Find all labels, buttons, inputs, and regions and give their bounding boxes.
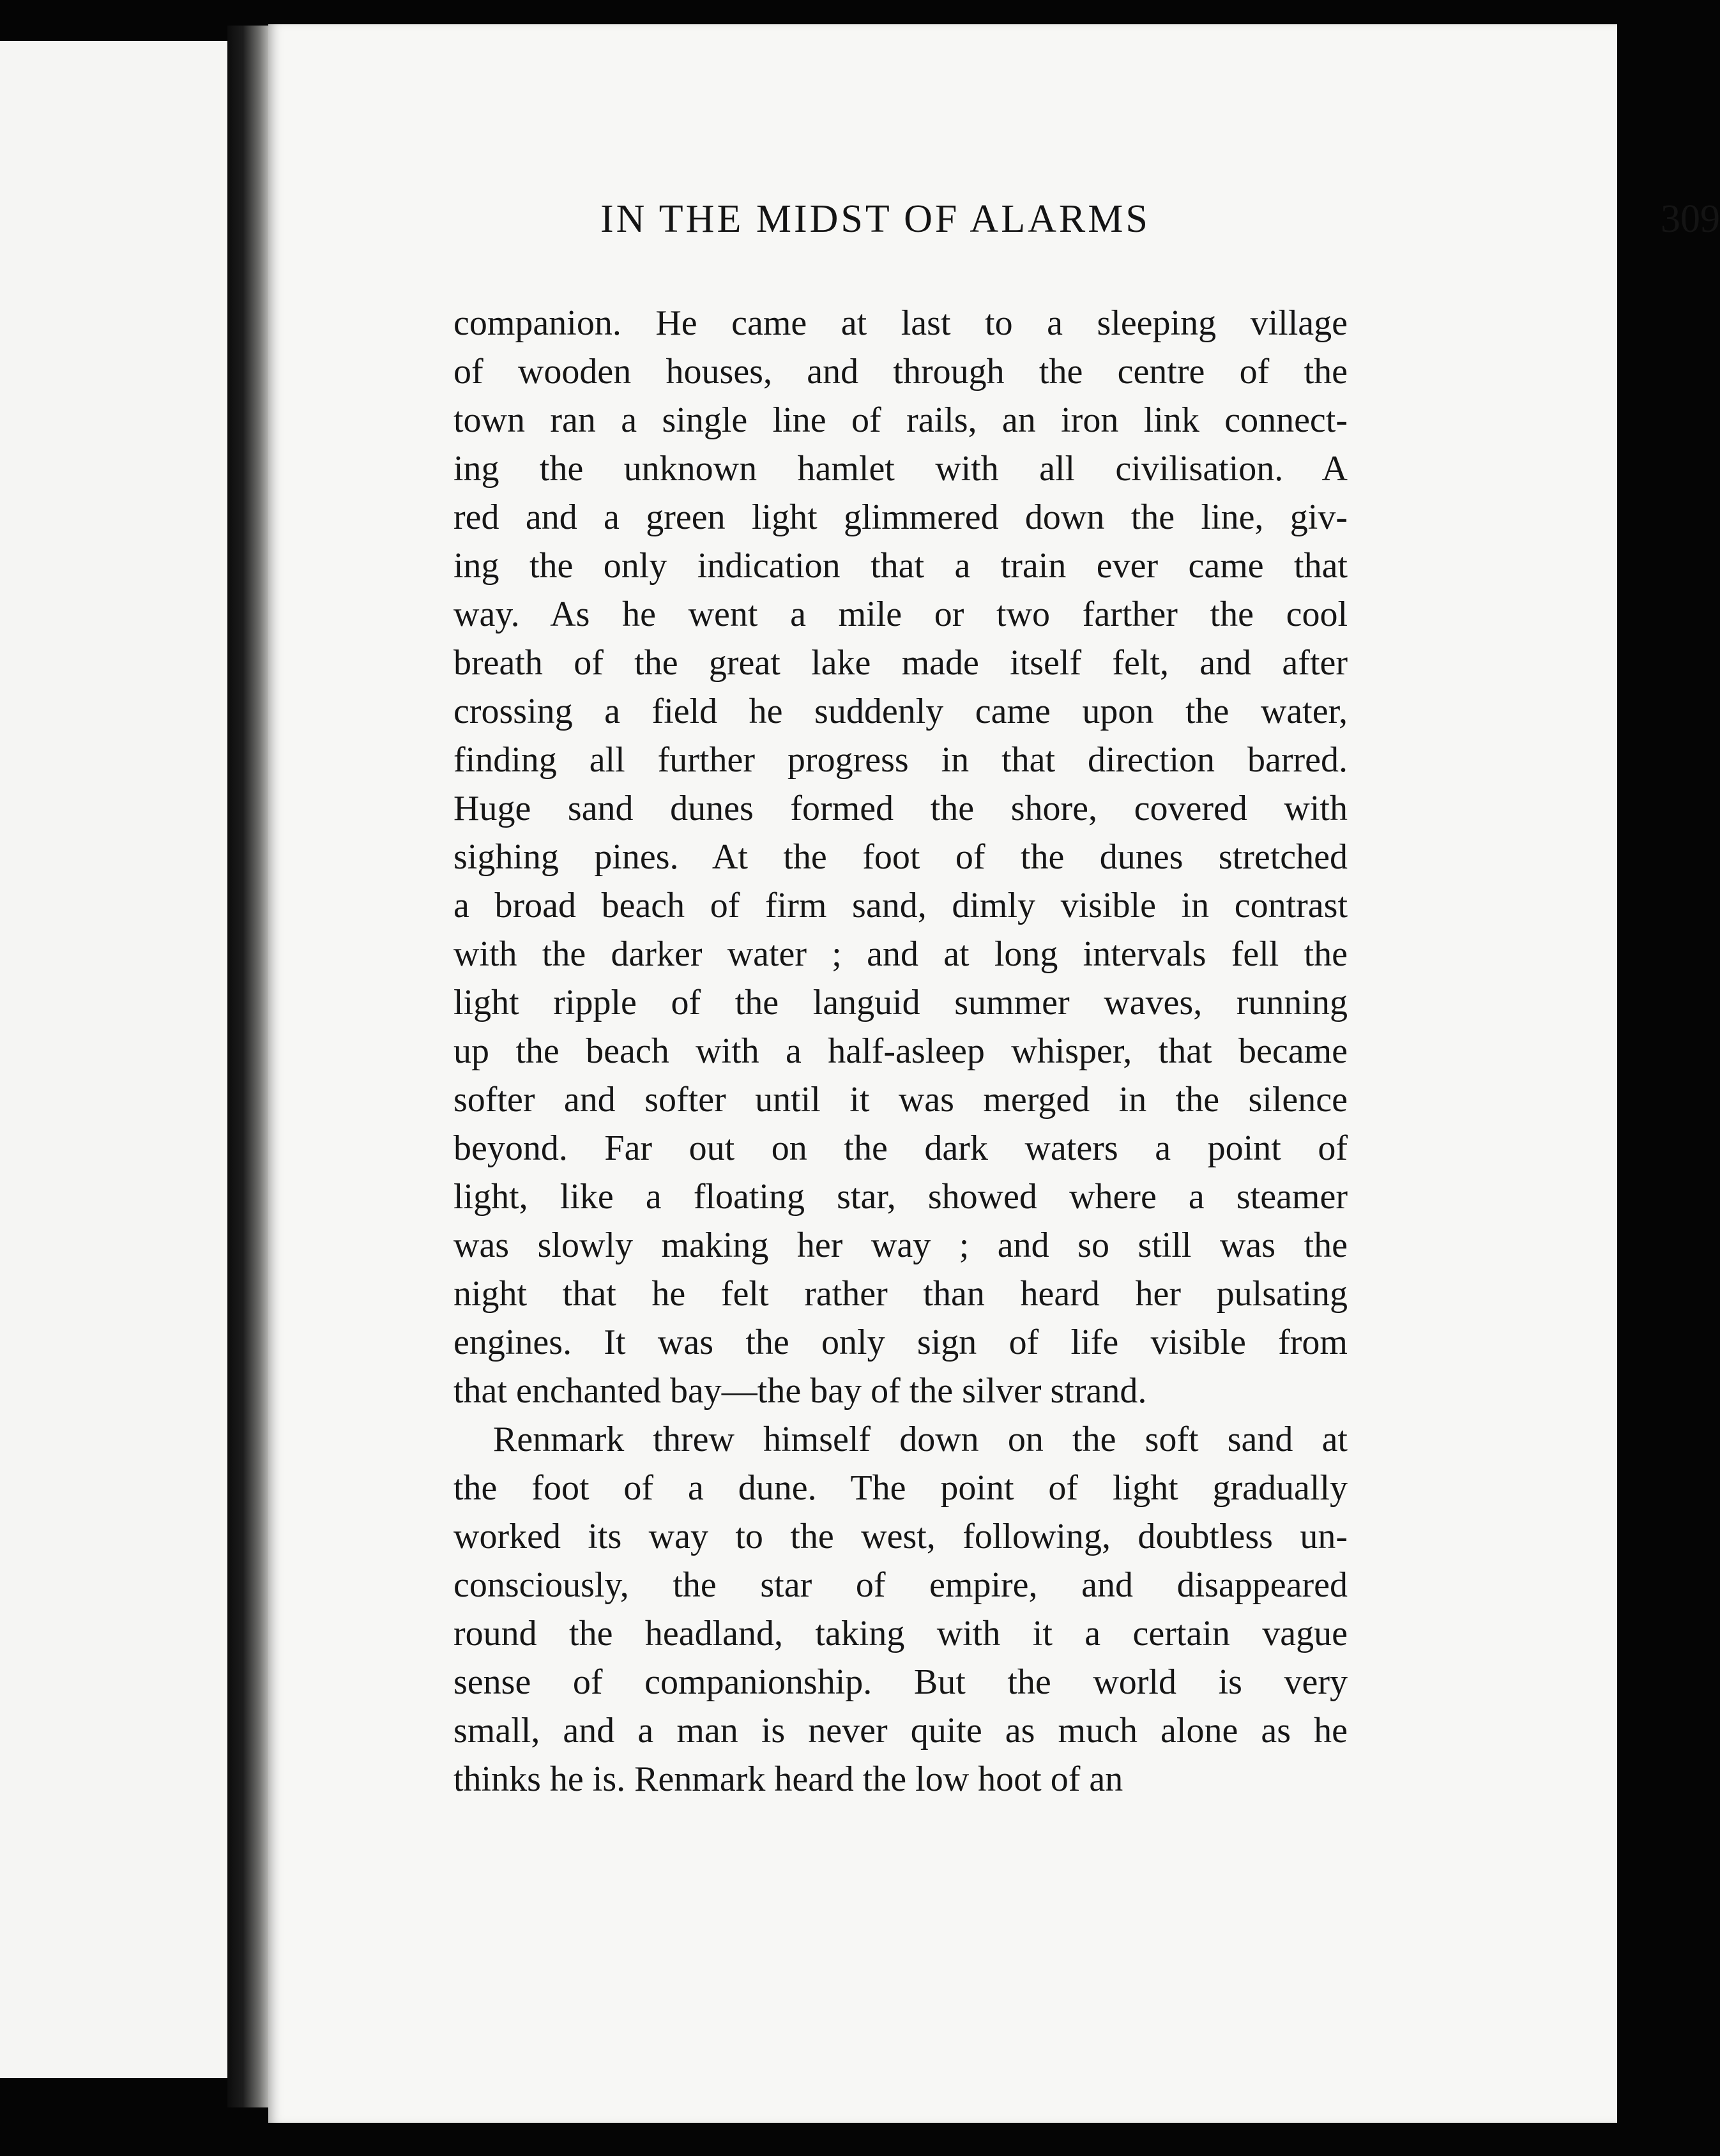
text-line: with the darker water ; and at long intervals fell the (453, 934, 1348, 974)
text-line: beyond. Far out on the dark waters a point of (453, 1128, 1348, 1168)
running-title: IN THE MIDST OF ALARMS (600, 197, 1150, 241)
text-line: ing the unknown hamlet with all civilisation. A (453, 449, 1348, 489)
text-line: that enchanted bay—the bay of the silver strand. (453, 1371, 1147, 1411)
text-line: thinks he is. Renmark heard the low hoot of an (453, 1759, 1123, 1799)
text-line: Huge sand dunes formed the shore, covered with (453, 789, 1348, 828)
text-line: red and a green light glimmered down the line, giv- (453, 497, 1348, 537)
body-text (453, 299, 1348, 1803)
text-line: Renmark threw himself down on the soft sand at (493, 1420, 1348, 1459)
text-line: way. As he went a mile or two farther the cool (453, 595, 1348, 634)
text-line: sense of companionship. But the world is very (453, 1662, 1348, 1702)
text-line: sighing pines. At the foot of the dunes stretched (453, 837, 1348, 877)
text-line: a broad beach of firm sand, dimly visible in contrast (453, 886, 1348, 925)
text-line: was slowly making her way ; and so still was the (453, 1226, 1348, 1265)
text-line: ing the only indication that a train ever came that (453, 546, 1348, 586)
text-line: consciously, the star of empire, and disappeared (453, 1565, 1348, 1605)
text-line: night that he felt rather than heard her pulsating (453, 1274, 1348, 1314)
text-line: round the headland, taking with it a certain vague (453, 1614, 1348, 1653)
text-line: town ran a single line of rails, an iron link connect- (453, 400, 1348, 440)
text-line: small, and a man is never quite as much alone as he (453, 1711, 1348, 1750)
text-line: finding all further progress in that direction barred. (453, 740, 1348, 780)
page-number: 309 (1661, 197, 1720, 241)
previous-page-fragment (0, 41, 229, 2078)
text-line: softer and softer until it was merged in the silence (453, 1080, 1348, 1120)
text-line: the foot of a dune. The point of light gradually (453, 1468, 1348, 1508)
text-line: light, like a floating star, showed where a steamer (453, 1177, 1348, 1217)
text-line: companion. He came at last to a sleeping village (453, 303, 1348, 343)
book-gutter-shadow (227, 26, 272, 2107)
text-line: breath of the great lake made itself felt, and after (453, 643, 1348, 683)
text-line: up the beach with a half-asleep whisper, that became (453, 1031, 1348, 1071)
book-page (268, 24, 1720, 2123)
text-line: engines. It was the only sign of life visible from (453, 1323, 1348, 1362)
text-line: light ripple of the languid summer waves, running (453, 983, 1348, 1022)
text-line: worked its way to the west, following, doubtless un- (453, 1517, 1348, 1556)
text-line: crossing a field he suddenly came upon the water, (453, 692, 1348, 731)
running-header (600, 197, 1720, 267)
text-line: of wooden houses, and through the centre of the (453, 352, 1348, 391)
